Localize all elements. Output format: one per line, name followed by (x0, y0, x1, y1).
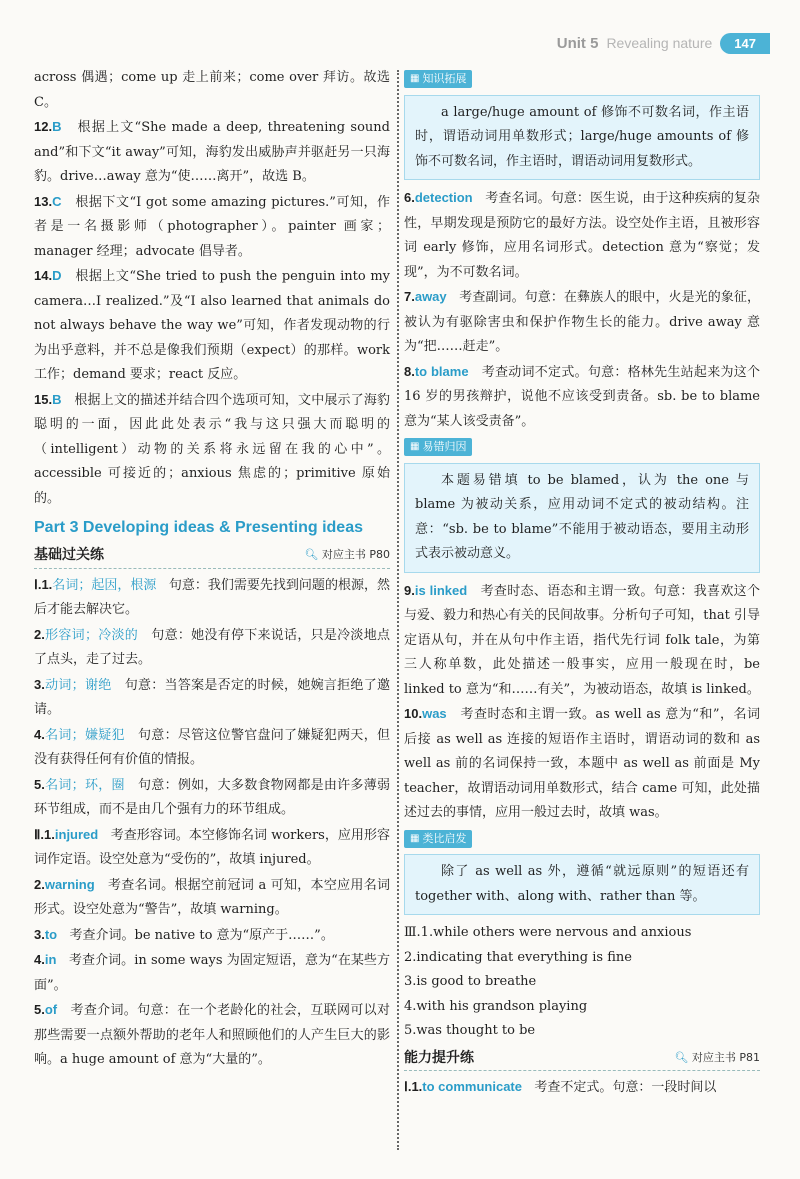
item-number: 13. (34, 193, 53, 209)
q11-continuation: across 偶遇；come up 走上前来；come over 拜访。故选 C。 (34, 70, 390, 110)
section-ref: 🔍︎ 对应主书 P81 (674, 1050, 760, 1064)
section-title: 能力提升练 (404, 1049, 474, 1066)
item-number: 14. (34, 268, 53, 283)
answer-item (34, 190, 390, 265)
page-number: 147 (720, 33, 770, 54)
error-tag: ▦ 易错归因 (404, 438, 472, 456)
answer-item: Ⅰ.1.to communicate 考查不定式。句意：一段时间以 (404, 1079, 717, 1095)
answer-line: 2.indicating that everything is fine (404, 949, 632, 965)
book-icon: ▦ (410, 441, 420, 452)
item-explanation: 根据下文“I got some amazing pictures.”可知，作者是一名摄影师（photographer）。painter 画家；manager 经理；advocate 倡导者。 (34, 194, 390, 259)
item-answer: D (52, 268, 62, 283)
analogy-tag: ▦ 类比启发 (404, 830, 472, 848)
answer-item: 3.to 考查介词。be native to 意为“原产于……”。 (34, 926, 334, 943)
answer-line: 4.with his grandson playing (404, 998, 588, 1014)
item-explanation: 根据上文的描述并结合四个选项可知，文中展示了海豹聪明的一面，因此此处表示“我与这只强大而聪明的（intelligent）动物的关系将永远留在我的心中”。accessible 可接近的；anxious 焦虑的；primitive 原始的。 (34, 392, 390, 506)
answer-item: 10.was 考查时态和主谓一致。as well as 意为“和”，名词后接 as well as 连接的短语作主语时，谓语动词的数和 as well as 前的名词保持一致，本题中 as well as 前面是 My teacher，故谓语动词用单数形式，结合 came 可知，此处描述过去的事情，应用一般过去时，故填 was。 (404, 706, 760, 820)
answer-line: 5.was thought to be (404, 1023, 536, 1038)
item-answer: B (52, 119, 62, 134)
answer-item: 2.形容词；冷淡的 句意：她没有停下来说话，只是冷淡地点了点头，走了过去。 (34, 626, 390, 667)
section-title: 基础过关练 (34, 547, 104, 563)
answer-item: 3.动词；谢绝 句意：当答案是否定的时候，她婉言拒绝了邀请。 (34, 676, 390, 717)
answer-item: 5.of 考查介词。句意：在一个老龄化的社会，互联网可以对那些需要一点额外帮助的老年人和照顾他们的人产生巨大的影响。a huge amount of 意为“大量的”。 (34, 1002, 390, 1067)
analogy-box: 除了 as well as 外，遵循“就远原则”的短语还有 together with、along with、rather than 等。 (404, 854, 760, 915)
item-number: 12. (34, 119, 53, 134)
answer-item (34, 388, 390, 512)
page-header (557, 30, 770, 56)
answer-line: 3.is good to breathe (404, 974, 537, 989)
answer-item: 2.warning 考查名词。根据空前冠词 a 可知，本空应用名词形式。设空处意为“警告”，故填 warning。 (34, 876, 390, 917)
answer-item: Ⅱ.1.injured 考查形容词。本空修饰名词 workers，应用形容词作定语。设空处意为“受伤的”，故填 injured。 (34, 826, 390, 867)
left-column (34, 66, 390, 1073)
error-box: 本题易错填 to be blamed，认为 the one 与 blame 为被动关系，应用动词不定式的被动结构。注意：“sb. be to blame”不能用于被动语态，要用主动形式表示被动意义。 (404, 463, 760, 573)
answer-item: 4.in 考查介词。in some ways 为固定短语，意为“在某些方面”。 (34, 952, 390, 993)
book-icon: ▦ (410, 832, 420, 844)
unit-label: Unit 5 (556, 34, 599, 52)
answer-item (34, 115, 390, 190)
answer-item: 4.名词；嫌疑犯 句意：尽管这位警官盘问了嫌疑犯两天，但没有获得任何有价值的情报。 (34, 726, 390, 767)
section-header (404, 1046, 760, 1072)
unit-topic: Revealing nature (606, 35, 713, 51)
book-icon: ▦ (410, 73, 420, 84)
magnifier-icon: 🔍︎ (304, 548, 319, 561)
magnifier-icon: 🔍︎ (674, 1050, 689, 1064)
answer-item: 5.名词；环，圈 句意：例如，大多数食物网都是由许多薄弱环节组成，而不是由几个强有力的环节组成。 (34, 776, 390, 817)
column-divider (397, 70, 399, 1150)
knowledge-box: a large/huge amount of 修饰不可数名词，作主语时，谓语动词用单数形式；large/huge amounts of 修饰不可数名词，作主语时，谓语动词用复数形式。 (404, 95, 760, 181)
knowledge-tag: ▦ 知识拓展 (404, 70, 472, 88)
answer-item: 8.to blame 考查动词不定式。句意：格林先生站起来为这个 16 岁的男孩辩护，说他不应该受到责备。sb. be to blame 意为“某人该受责备”。 (404, 363, 760, 429)
item-number: 15. (34, 391, 53, 407)
section-ref: 🔍︎ 对应主书 P80 (304, 548, 390, 561)
answer-item: 6.detection 考查名词。句意：医生说，由于这种疾病的复杂性，早期发现是预防它的最好方法。设空处作主语，且被形容词 early 修饰，应用名词形式。detection 意为“察觉；发现”，为不可数名词。 (404, 190, 760, 280)
section-header (34, 543, 390, 569)
right-column (404, 66, 760, 1101)
item-explanation: 根据上文“She made a deep, threatening sound and”和下文“it away”可知，海豹发出威胁声并驱赶另一只海豹。drive…away 意为“使……离开”，故选 B。 (34, 120, 390, 184)
answer-item: Ⅰ.1.名词；起因，根源 句意：我们需要先找到问题的根源，然后才能去解决它。 (34, 576, 390, 617)
answer-item: 7.away 考查副词。句意：在彝族人的眼中，火是光的象征，被认为有驱除害虫和保护作物生长的能力。drive away 意为“把……赶走”。 (404, 289, 760, 354)
item-answer: C (52, 193, 62, 209)
answer-line: Ⅲ.1.while others were nervous and anxious (404, 925, 692, 940)
part-title: Part 3 Developing ideas & Presenting ideas (34, 519, 363, 536)
answer-item (34, 264, 390, 388)
item-explanation: 根据上文“She tried to push the penguin into my camera…I realized.”及“I also learned that animals do not always behave the way we”可知，作者发现动物的行为出乎意料，并不总是像我们预期（expect）的那样。work 工作；demand 要求；react 反应。 (34, 269, 390, 382)
answer-item: 9.is linked 考查时态、语态和主谓一致。句意：我喜欢这个与爱、毅力和热心有关的民间故事。分析句子可知，that 引导定语从句，并在从句中作主语，指代先行词 folk tale，为第三人称单数，此处描述一般事实，应用一般现在时，be linked to 意为“和……有关”，为被动语态，故填 is linked。 (404, 582, 760, 697)
item-answer: B (52, 391, 62, 407)
